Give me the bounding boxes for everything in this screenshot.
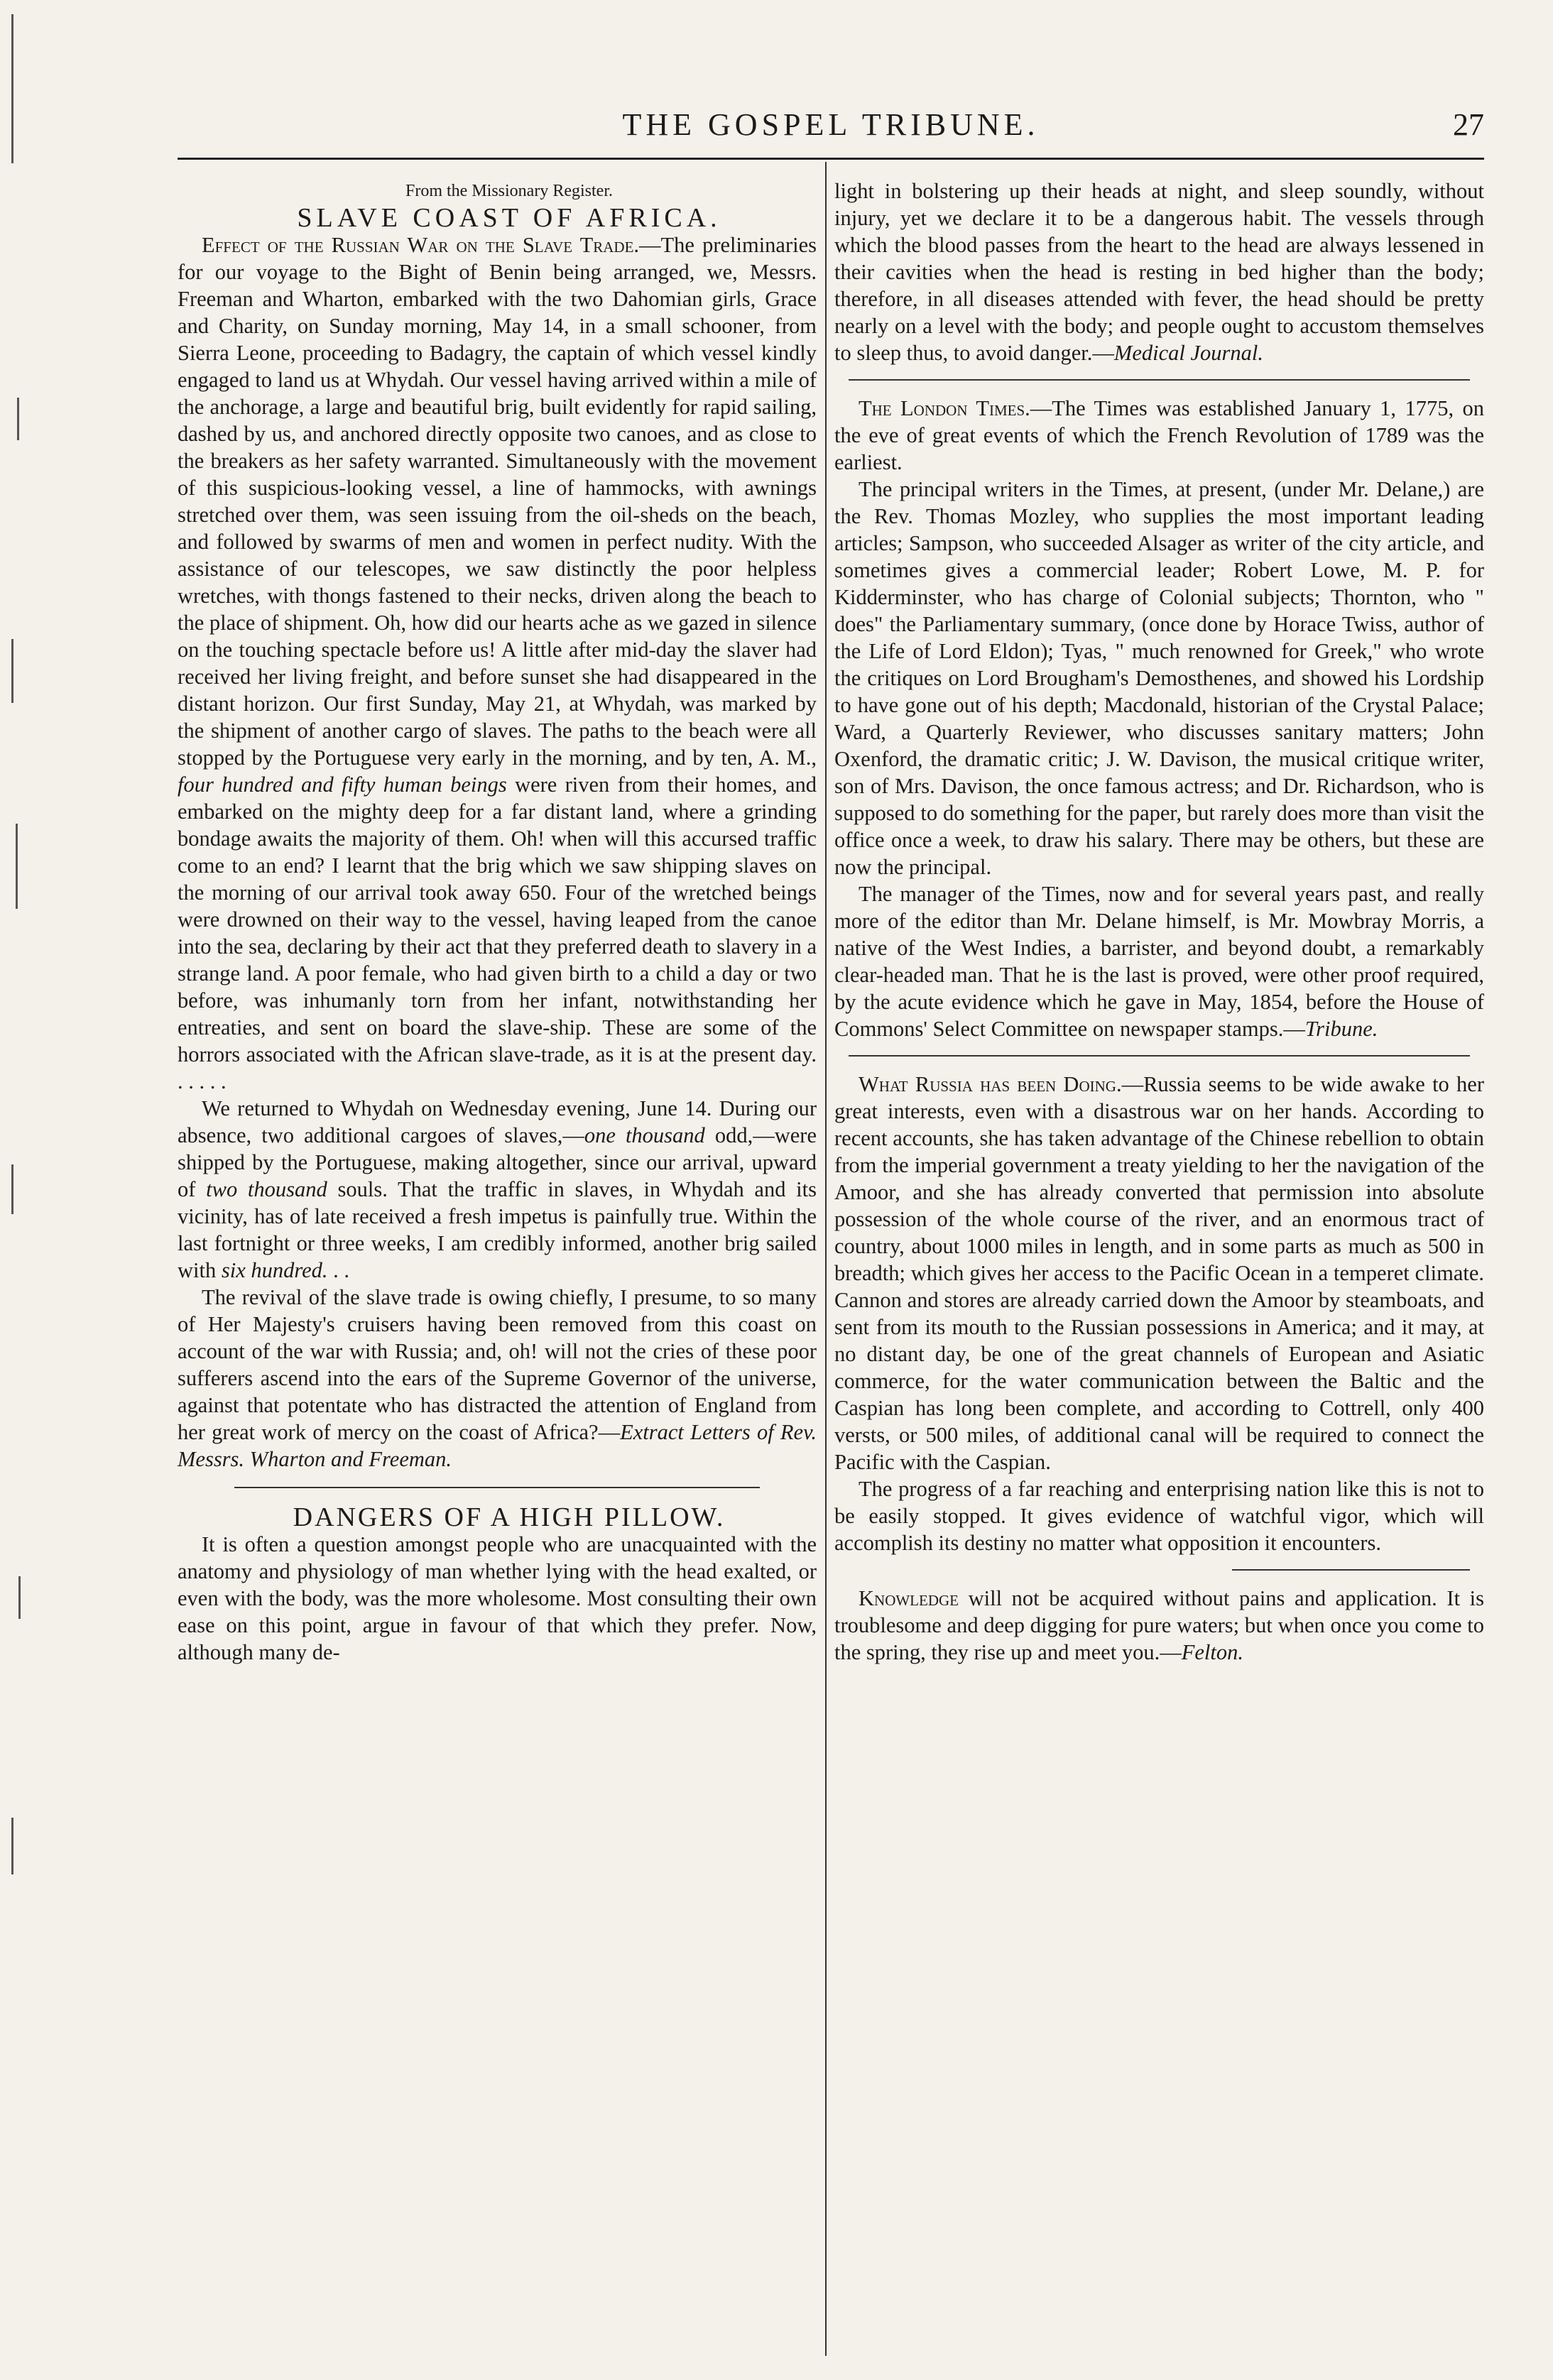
paragraph: The revival of the slave trade is owing chiefly, I presume, to so many of Her Majesty's cruisers having been removed from this coast on account of the war with Russia; and, oh! will not the cries of these poor sufferers ascend into the ears of the Supreme Governor of the universe, against that potentate who has distracted the attention of England from her great work of mercy on the coast of Africa?—Extract Letters of Rev. Messrs. Wharton and Freeman. [178, 1285, 817, 1471]
paragraph: It is often a question amongst people who are unacquainted with the anatomy and physiology of man whether lying with the head exalted, or even with the body, was the more wholesome. Most consulting their own ease on this point, argue in favour of that which they prefer. Now, although many de- [178, 1532, 817, 1664]
paragraph: The principal writers in the Times, at present, (under Mr. Delane,) are the Rev. Thomas Mozley, who supplies the most important leading articles; Sampson, who succeeded Alsager as writer of the city article, and sometimes gives a commercial leader; Robert Lowe, M. P. for Kidderminster, who has charge of Colonial subjects; Thornton, who " does" the Parliamentary summary, (once done by Horace Twiss, author of the Life of Lord Eldon); Tyas, " much renowned for Greek," who wrote the critiques on Lord Brougham's Demosthenes, and showed his Lordship to have gone out of his depth; Macdonald, historian of the Crystal Palace; Ward, a Quarterly Reviewer, who discusses sanitary matters; John Oxenford, the dramatic critic; J. W. Davison, the musical critique writer, son of Mrs. Davison, the once famous actress; and Dr. Richardson, who is supposed to do something for the paper, but rarely does more than visit the office once a week, to draw his salary. There may be others, but these are now the principal. [834, 477, 1484, 879]
section-rule [1232, 1569, 1470, 1571]
paragraph: We returned to Whydah on Wednesday evening, June 14. During our absence, two additional cargoes of slaves,—one thousand odd,—were shipped by the Portuguese, making altogether, since our arrival, upward of two thousand souls. That the traffic in slaves, in Whydah and its vicinity, has of late received a fresh impetus is painfully true. Within the last fortnight or three weeks, I am credibly informed, another brig sailed with six hundred. . . [178, 1096, 817, 1282]
article-title-slave-coast: SLAVE COAST OF AFRICA. [297, 203, 721, 233]
source-note: From the Missionary Register. [405, 182, 613, 200]
paragraph: light in bolstering up their heads at night, and sleep soundly, without injury, yet we declare it to be a dangerous habit. The vessels through which the blood passes from the heart to the head are always lessened in their cavities when the head is resting in bed higher than the body; therefore, in all diseases attended with fever, the head should be pretty nearly on a level with the body; and people ought to accustom themselves to sleep thus, to avoid danger.—Medical Journal. [834, 179, 1484, 365]
journal-title: THE GOSPEL TRIBUNE. [622, 107, 1040, 142]
lead-heading: Effect of the Russian War on the Slave Trade. [202, 233, 640, 257]
column-divider [825, 162, 827, 2356]
page-number: 27 [1453, 107, 1484, 142]
section-rule [849, 1055, 1470, 1057]
header-rule [178, 158, 1484, 160]
paragraph: What Russia has been Doing.—Russia seems to be wide awake to her great interests, even with a disastrous war on her hands. According to recent accounts, she has taken advantage of the Chinese rebellion to obtain from the imperial government a treaty yielding to her the navigation of the Amoor, and she has already converted that permission into absolute possession of the whole course of the river, and an enormous tract of country, about 1000 miles in length, and in some parts as much as 500 in breadth; which gives her access to the Pacific Ocean in a temperet climate. Cannon and stores are already carried down the Amoor by steamboats, and sent from its mouth to the Russian possessions in America; and it may, at no distant day, be one of the great channels of European and Asiatic commerce, for the water communication between the Baltic and the Caspian has long been complete, and according to Cottrell, only 400 versts, or 500 miles, of additional canal will be required to connect the Pacific with the Caspian. [834, 1072, 1484, 1474]
left-column [178, 178, 817, 1666]
scan-margin-marks [0, 0, 43, 2380]
page-header [178, 107, 1484, 149]
paragraph: The progress of a far reaching and enterprising nation like this is not to be easily stopped. It gives evidence of watchful vigor, which will accomplish its destiny no matter what opposition it encounters. [834, 1477, 1484, 1555]
lead-heading: The London Times. [859, 396, 1030, 420]
right-column [834, 178, 1484, 1666]
paragraph: Knowledge will not be acquired without pains and application. It is troublesome and deep digging for pure waters; but when once you come to the spring, they rise up and meet you.—Felton. [834, 1586, 1484, 1664]
lead-heading: Knowledge [859, 1586, 959, 1610]
paragraph: Effect of the Russian War on the Slave Trade.—The preliminaries for our voyage to the Bight of Benin being arranged, we, Messrs. Freeman and Wharton, embarked with the two Dahomian girls, Grace and Charity, on Sunday morning, May 14, in a small schooner, from Sierra Leone, proceeding to Badagry, the captain of which vessel kindly engaged to land us at Whydah. Our vessel having arrived within a mile of the anchorage, a large and beautiful brig, built evidently for rapid sailing, dashed by us, and anchored directly opposite two canoes, and as close to the breakers as her safety warranted. Simultaneously with the movement of this suspicious-looking vessel, a line of hammocks, with awnings stretched over them, was seen issuing from the oil-sheds on the beach, and followed by swarms of men and women in perfect nudity. With the assistance of our telescopes, we saw distinctly the poor helpless wretches, with thongs fastened to their necks, driven along the beach to the place of shipment. Oh, how did our hearts ache as we gazed in silence on the touching spectacle before us! A little after mid-day the slaver had received her living freight, and before sunset she had disappeared in the distant horizon. Our first Sunday, May 21, at Whydah, was marked by the shipment of another cargo of slaves. The paths to the beach were all stopped by the Portuguese very early in the morning, and by ten, A. M., four hundred and fifty human beings were riven from their homes, and embarked on the mighty deep for a far distant land, where a grinding bondage awaits the majority of them. Oh! when will this accursed traffic come to an end? I learnt that the brig which we saw shipping slaves on the morning of our arrival took away 650. Four of the wretched beings were drowned on their way to the vessel, having leaped from the canoe into the sea, declaring by their act that they preferred death to slavery in a strange land. A poor female, who had given birth to a child a day or two before, was inhumanly torn from her infant, notwithstanding her entreaties, and sent on board the slave-ship. These are some of the horrors associated with the African slave-trade, as it is at the present day. . . . . . [178, 233, 817, 1093]
paragraph: The manager of the Times, now and for several years past, and really more of the editor than Mr. Delane himself, is Mr. Mowbray Morris, a native of the West Indies, a barrister, and beyond doubt, a remarkably clear-headed man. That he is the last is proved, were other proof required, by the acute evidence which he gave in May, 1854, before the House of Commons' Select Committee on newspaper stamps.—Tribune. [834, 882, 1484, 1041]
section-rule [849, 379, 1470, 381]
article-title-high-pillow: DANGERS OF A HIGH PILLOW. [293, 1502, 726, 1532]
lead-heading: What Russia has been Doing. [859, 1072, 1122, 1096]
paragraph: The London Times.—The Times was established January 1, 1775, on the eve of great events of which the French Revolution of 1789 was the earliest. [834, 396, 1484, 474]
section-rule [234, 1487, 760, 1488]
